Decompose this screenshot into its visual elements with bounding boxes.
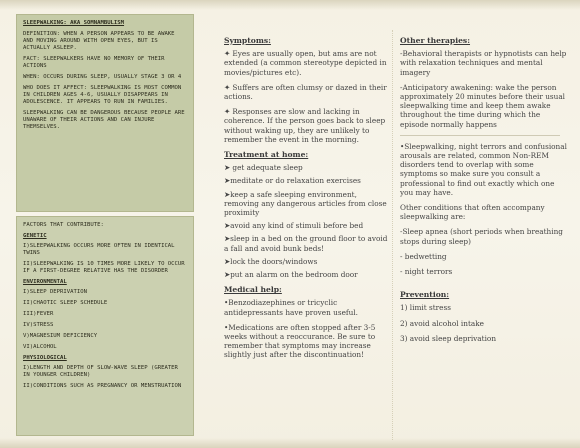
left-column <box>16 14 194 436</box>
treatment-item: ➤sleep in a bed on the ground floor to avoid a fall and avoid bunk beds! <box>224 234 388 253</box>
therapy-item: -Behavioral therapists or hypnotists can help with relaxation techniques and mental imagery <box>400 49 567 77</box>
medical-item: •Benzodiazephines or tricyclic antidepressants have proven useful. <box>224 298 358 317</box>
prevention-item: 1) limit stress <box>400 303 451 313</box>
treatment-item: ➤meditate or do relaxation exercises <box>224 176 361 186</box>
who-text: WHO DOES IT AFFECT: SLEEPWALKING IS MOST COMMON IN CHILDREN AGES 4-6, USUALLY DISAPPEARS IN ADOLESCENCE. IT APPEARS TO RUN IN FAMILIES. <box>23 85 182 105</box>
symptom-item: ✦ Suffers are often clumsy or dazed in their actions. <box>224 82 387 102</box>
environmental-item: IV)STRESS <box>23 322 54 328</box>
condition-item: -Sleep apnea (short periods when breathing stops during sleep) <box>400 227 563 246</box>
environmental-heading: ENVIRONMENTAL <box>23 279 67 285</box>
environmental-item: VI)ALCOHOL <box>23 344 57 350</box>
prevention-item: 2) avoid alcohol intake <box>400 318 484 328</box>
definition-text: DEFINITION: WHEN A PERSON APPEARS TO BE AWAKE AND MOVING AROUND WITH OPEN EYES, BUT IS ACTUALLY ASLEEP. <box>23 31 175 51</box>
treatment-item: ➤keep a safe sleeping environment, removing any dangerous articles from close proximity <box>224 189 387 218</box>
genetic-heading: GENETIC <box>23 233 47 239</box>
therapy-item: -Anticipatory awakening: wake the person approximately 20 minutes before their usual sleepwalking time and keep them awake throughout the time during which the episode normally happens <box>400 82 566 129</box>
intro-box <box>16 14 194 212</box>
environmental-item: I)SLEEP DEPRIVATION <box>23 289 87 295</box>
symptom-item: ✦ Eyes are usually open, but ams are not extended (a common stereotype depicted in movies/pictures etc). <box>224 49 387 77</box>
prevention-heading: Prevention: <box>400 290 450 300</box>
middle-column <box>224 0 392 448</box>
treatment-item: ➤avoid any kind of stimuli before bed <box>224 221 364 231</box>
condition-item: - bedwetting <box>400 251 447 261</box>
environmental-item: V)MAGNESIUM DEFICIENCY <box>23 333 98 339</box>
conditions-intro: Other conditions that often accompany sleepwalking are: <box>400 203 545 222</box>
prevention-item: 3) avoid sleep deprivation <box>400 333 497 343</box>
physiological-item: II)CONDITIONS SUCH AS PREGNANCY OR MENSTRUATION <box>23 383 182 389</box>
treatment-item: ➤put an alarm on the bedroom door <box>224 270 358 280</box>
right-column <box>400 0 568 448</box>
other-therapies-heading: Other therapies: <box>400 36 471 45</box>
symptom-item: ✦ Responses are slow and lacking in coherence. If the person goes back to sleep without waking up, they are unlikely to remember the event in the morning. <box>224 107 386 144</box>
column-divider <box>392 30 393 440</box>
medical-heading: Medical help: <box>224 285 282 295</box>
factors-box <box>16 216 194 436</box>
danger-text: SLEEPWALKING CAN BE DANGEROUS BECAUSE PEOPLE ARE UNAWARE OF THEIR ACTIONS AND CAN INJURE THEMSELVES. <box>23 110 185 130</box>
overlap-text: •Sleepwalking, night terrors and confusional arousals are related, common Non-REM disorders tend to overlap with some symptoms so make sure you consult a professional to find out exactly which one you may have. <box>400 141 567 197</box>
physiological-item: I)LENGTH AND DEPTH OF SLOW-WAVE SLEEP (GREATER IN YOUNGER CHILDREN) <box>23 365 178 378</box>
physiological-heading: PHYSIOLOGICAL <box>23 355 67 361</box>
factors-heading: FACTORS THAT CONTRIBUTE: <box>23 222 104 228</box>
genetic-item: II)SLEEPWALKING IS 10 TIMES MORE LIKELY TO OCCUR IF A FIRST-DEGREE RELATIVE HAS THE DISORDER <box>23 261 185 274</box>
symptoms-heading: Symptoms: <box>224 36 271 45</box>
fact-text: FACT: SLEEPWALKERS HAVE NO MEMORY OF THEIR ACTIONS <box>23 56 165 69</box>
environmental-item: III)FEVER <box>23 311 54 317</box>
treatment-item: ➤ get adequate sleep <box>224 163 303 173</box>
treatment-item: ➤lock the doors/windows <box>224 256 318 266</box>
condition-item: - night terrors <box>400 267 453 277</box>
medical-item: •Medications are often stopped after 3-5 weeks without a reoccurance. Be sure to remember that symptoms may increase slightly just after the discontinuation! <box>224 322 376 360</box>
section-divider <box>400 135 560 136</box>
genetic-item: I)SLEEPWALKING OCCURS MORE OFTEN IN IDENTICAL TWINS <box>23 243 175 256</box>
when-text: WHEN: OCCURS DURING SLEEP, USUALLY STAGE 3 OR 4 <box>23 74 182 80</box>
brochure-title: SLEEPWALKING: AKA SOMNAMBULISM <box>23 20 125 26</box>
treatment-heading: Treatment at home: <box>224 150 309 160</box>
environmental-item: II)CHAOTIC SLEEP SCHEDULE <box>23 300 108 306</box>
